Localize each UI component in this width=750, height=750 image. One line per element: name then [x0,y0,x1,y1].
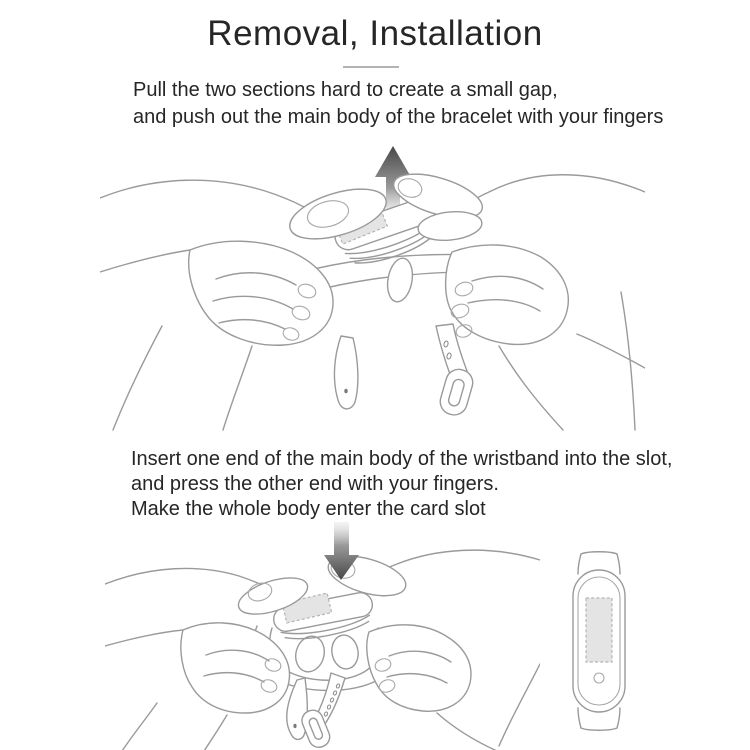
left-hand [105,568,312,750]
band-strap-right [436,324,476,418]
installation-instruction-line: Make the whole body enter the card slot [131,498,486,520]
removal-illustration [100,140,645,432]
tracker-button [594,673,604,683]
title-divider [343,66,399,68]
tracker-screen [586,598,612,662]
page-title: Removal, Installation [207,14,543,53]
band-strap-left [287,678,308,739]
installation-illustration [105,522,540,750]
installation-instructions [131,447,672,522]
right-hand [389,165,645,430]
removal-instruction-line: and push out the main body of the bracelet with your fingers [133,106,664,128]
strap-buckle [437,366,476,418]
fitness-band-icon [568,550,630,732]
installation-instruction-line: and press the other end with your fingers. [131,473,499,495]
removal-instruction-line: Pull the two sections hard to create a small gap, [133,79,558,101]
installation-instruction-line: Insert one end of the main body of the wristband into the slot, [131,448,673,470]
band-strap-left [334,336,357,409]
removal-instructions [133,77,663,131]
